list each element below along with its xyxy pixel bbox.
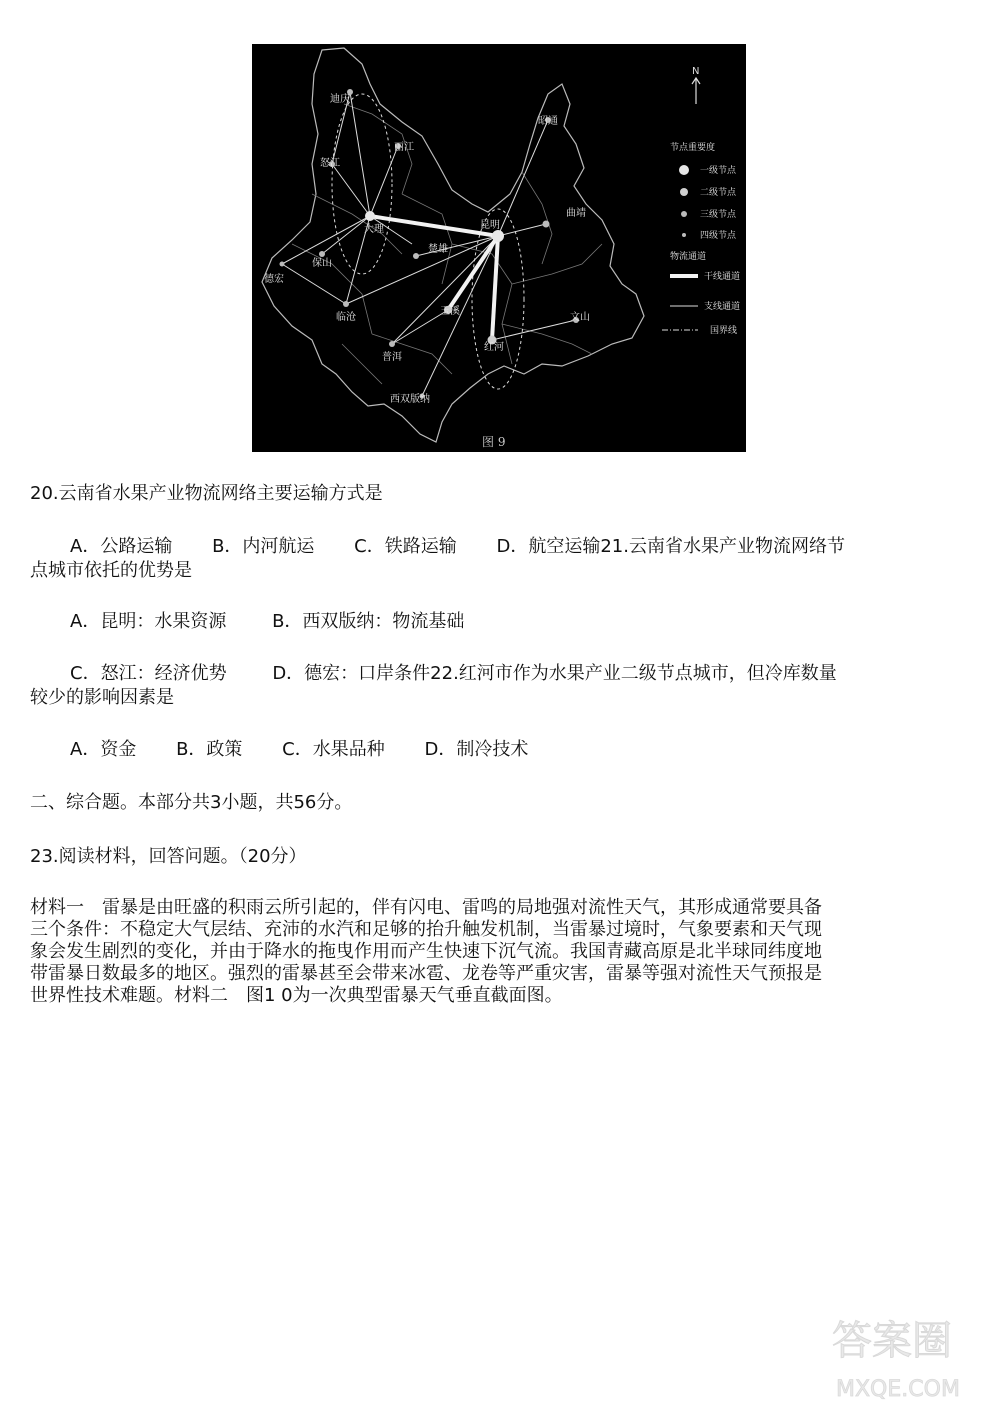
label-baoshan: 保山 xyxy=(312,258,332,269)
q22-stem-cont: 较少的影响因素是 xyxy=(30,687,174,708)
logistics-network-map xyxy=(252,44,746,452)
material-line: 三个条件：不稳定大气层结、充沛的水汽和足够的抬升触发机制，当雷暴过境时，气象要素和天气现 xyxy=(30,919,822,940)
legend-trunk: 干线通道 xyxy=(704,272,741,282)
q20-option-c[interactable]: C．铁路运输 xyxy=(354,536,457,557)
figure-caption: 图 9 xyxy=(482,435,506,449)
node-dali xyxy=(365,211,375,221)
q21-option-c[interactable]: C．怒江：经济优势 xyxy=(70,663,227,684)
node-dehong xyxy=(280,262,285,267)
label-nujiang: 怒江 xyxy=(320,158,340,169)
legend-branch: 支线通道 xyxy=(704,302,741,312)
watermark-line2: MXQE.COM xyxy=(836,1377,960,1402)
q21-option-a[interactable]: A．昆明：水果资源 xyxy=(70,611,227,632)
label-puer: 普洱 xyxy=(382,352,402,363)
q20-option-b[interactable]: B．内河航运 xyxy=(212,536,315,557)
node-kunming xyxy=(492,230,504,242)
north-arrow-icon xyxy=(692,66,700,104)
q22-option-a[interactable]: A．资金 xyxy=(70,739,137,760)
q22-option-d[interactable]: D．制冷技术 xyxy=(424,739,529,760)
legend-level4-symbol xyxy=(682,233,686,237)
label-yuxi: 玉溪 xyxy=(440,306,460,317)
q20-option-a[interactable]: A．公路运输 xyxy=(70,536,173,557)
material-line: 世界性技术难题。材料二 图1 0为一次典型雷暴天气垂直截面图。 xyxy=(30,985,563,1006)
label-diqing: 迪庆 xyxy=(330,94,350,105)
label-qujing: 曲靖 xyxy=(566,208,586,219)
q20-stem: 20.云南省水果产业物流网络主要运输方式是 xyxy=(30,483,383,504)
material-line: 材料一 雷暴是由旺盛的积雨云所引起的，伴有闪电、雷鸣的局地强对流性天气，其形成通常要具备 xyxy=(30,897,822,918)
material-line: 象会发生剧烈的变化，并由于降水的拖曳作用而产生快速下沉气流。我国青藏高原是北半球同纬度地 xyxy=(30,941,822,962)
legend-level1: 一级节点 xyxy=(700,166,737,176)
q21-options-row2 xyxy=(70,662,837,686)
label-wenshan: 文山 xyxy=(570,312,590,323)
legend-level2-symbol xyxy=(680,188,688,196)
label-honghe: 红河 xyxy=(484,342,504,353)
material-line: 带雷暴日数最多的地区。强烈的雷暴甚至会带来冰雹、龙卷等严重灾害，雷暴等强对流性天气预报是 xyxy=(30,963,822,984)
watermark-logo xyxy=(826,1298,986,1408)
svg-text:N: N xyxy=(692,66,700,77)
label-dali: 大理 xyxy=(364,224,384,235)
trunk-channels xyxy=(370,216,498,340)
q20-option-d[interactable]: D．航空运输21.云南省水果产业物流网络节 xyxy=(496,536,845,557)
province-outline xyxy=(262,48,644,442)
q22-options xyxy=(70,738,562,762)
legend-border: 国界线 xyxy=(710,326,738,336)
q21-stem-cont: 点城市依托的优势是 xyxy=(30,560,192,581)
city-labels xyxy=(264,92,590,405)
section-heading: 二、综合题。本部分共3小题，共56分。 xyxy=(30,792,353,813)
label-lincang: 临沧 xyxy=(336,312,356,323)
q20-options xyxy=(70,535,845,559)
legend-level4: 四级节点 xyxy=(700,231,737,241)
legend-level3: 三级节点 xyxy=(700,210,737,220)
node-puer xyxy=(389,341,395,347)
legend-level1-symbol xyxy=(679,165,689,175)
q21-options-row1 xyxy=(70,610,498,634)
node-qujing xyxy=(543,221,550,228)
legend-title: 节点重要度 xyxy=(670,143,716,153)
label-dehong: 德宏 xyxy=(264,274,284,285)
watermark-svg xyxy=(826,1298,986,1408)
label-kunming: 昆明 xyxy=(480,220,500,231)
q23-material xyxy=(30,897,972,1007)
q22-option-b[interactable]: B．政策 xyxy=(176,739,243,760)
node-chuxiong xyxy=(413,253,419,259)
label-xishuangbanna: 西双版纳 xyxy=(390,394,430,405)
watermark-line1: 答案圈 xyxy=(832,1318,952,1364)
q21-option-d[interactable]: D．德宏：口岸条件22.红河市作为水果产业二级节点城市，但冷库数量 xyxy=(272,663,837,684)
q23-stem: 23.阅读材料，回答问题。（20分） xyxy=(30,846,307,867)
label-chuxiong: 楚雄 xyxy=(428,244,448,255)
node-baoshan xyxy=(319,251,325,257)
map-svg xyxy=(252,44,746,452)
q21-option-b[interactable]: B．西双版纳：物流基础 xyxy=(272,611,465,632)
legend-level2: 二级节点 xyxy=(700,188,737,198)
legend-level3-symbol xyxy=(681,211,687,217)
label-zhaotong: 昭通 xyxy=(538,116,558,127)
legend xyxy=(662,141,740,336)
q22-option-c[interactable]: C．水果品种 xyxy=(282,739,385,760)
legend-channel-title: 物流通道 xyxy=(670,252,707,262)
label-lijiang: 丽江 xyxy=(394,142,414,153)
node-lincang xyxy=(343,301,349,307)
